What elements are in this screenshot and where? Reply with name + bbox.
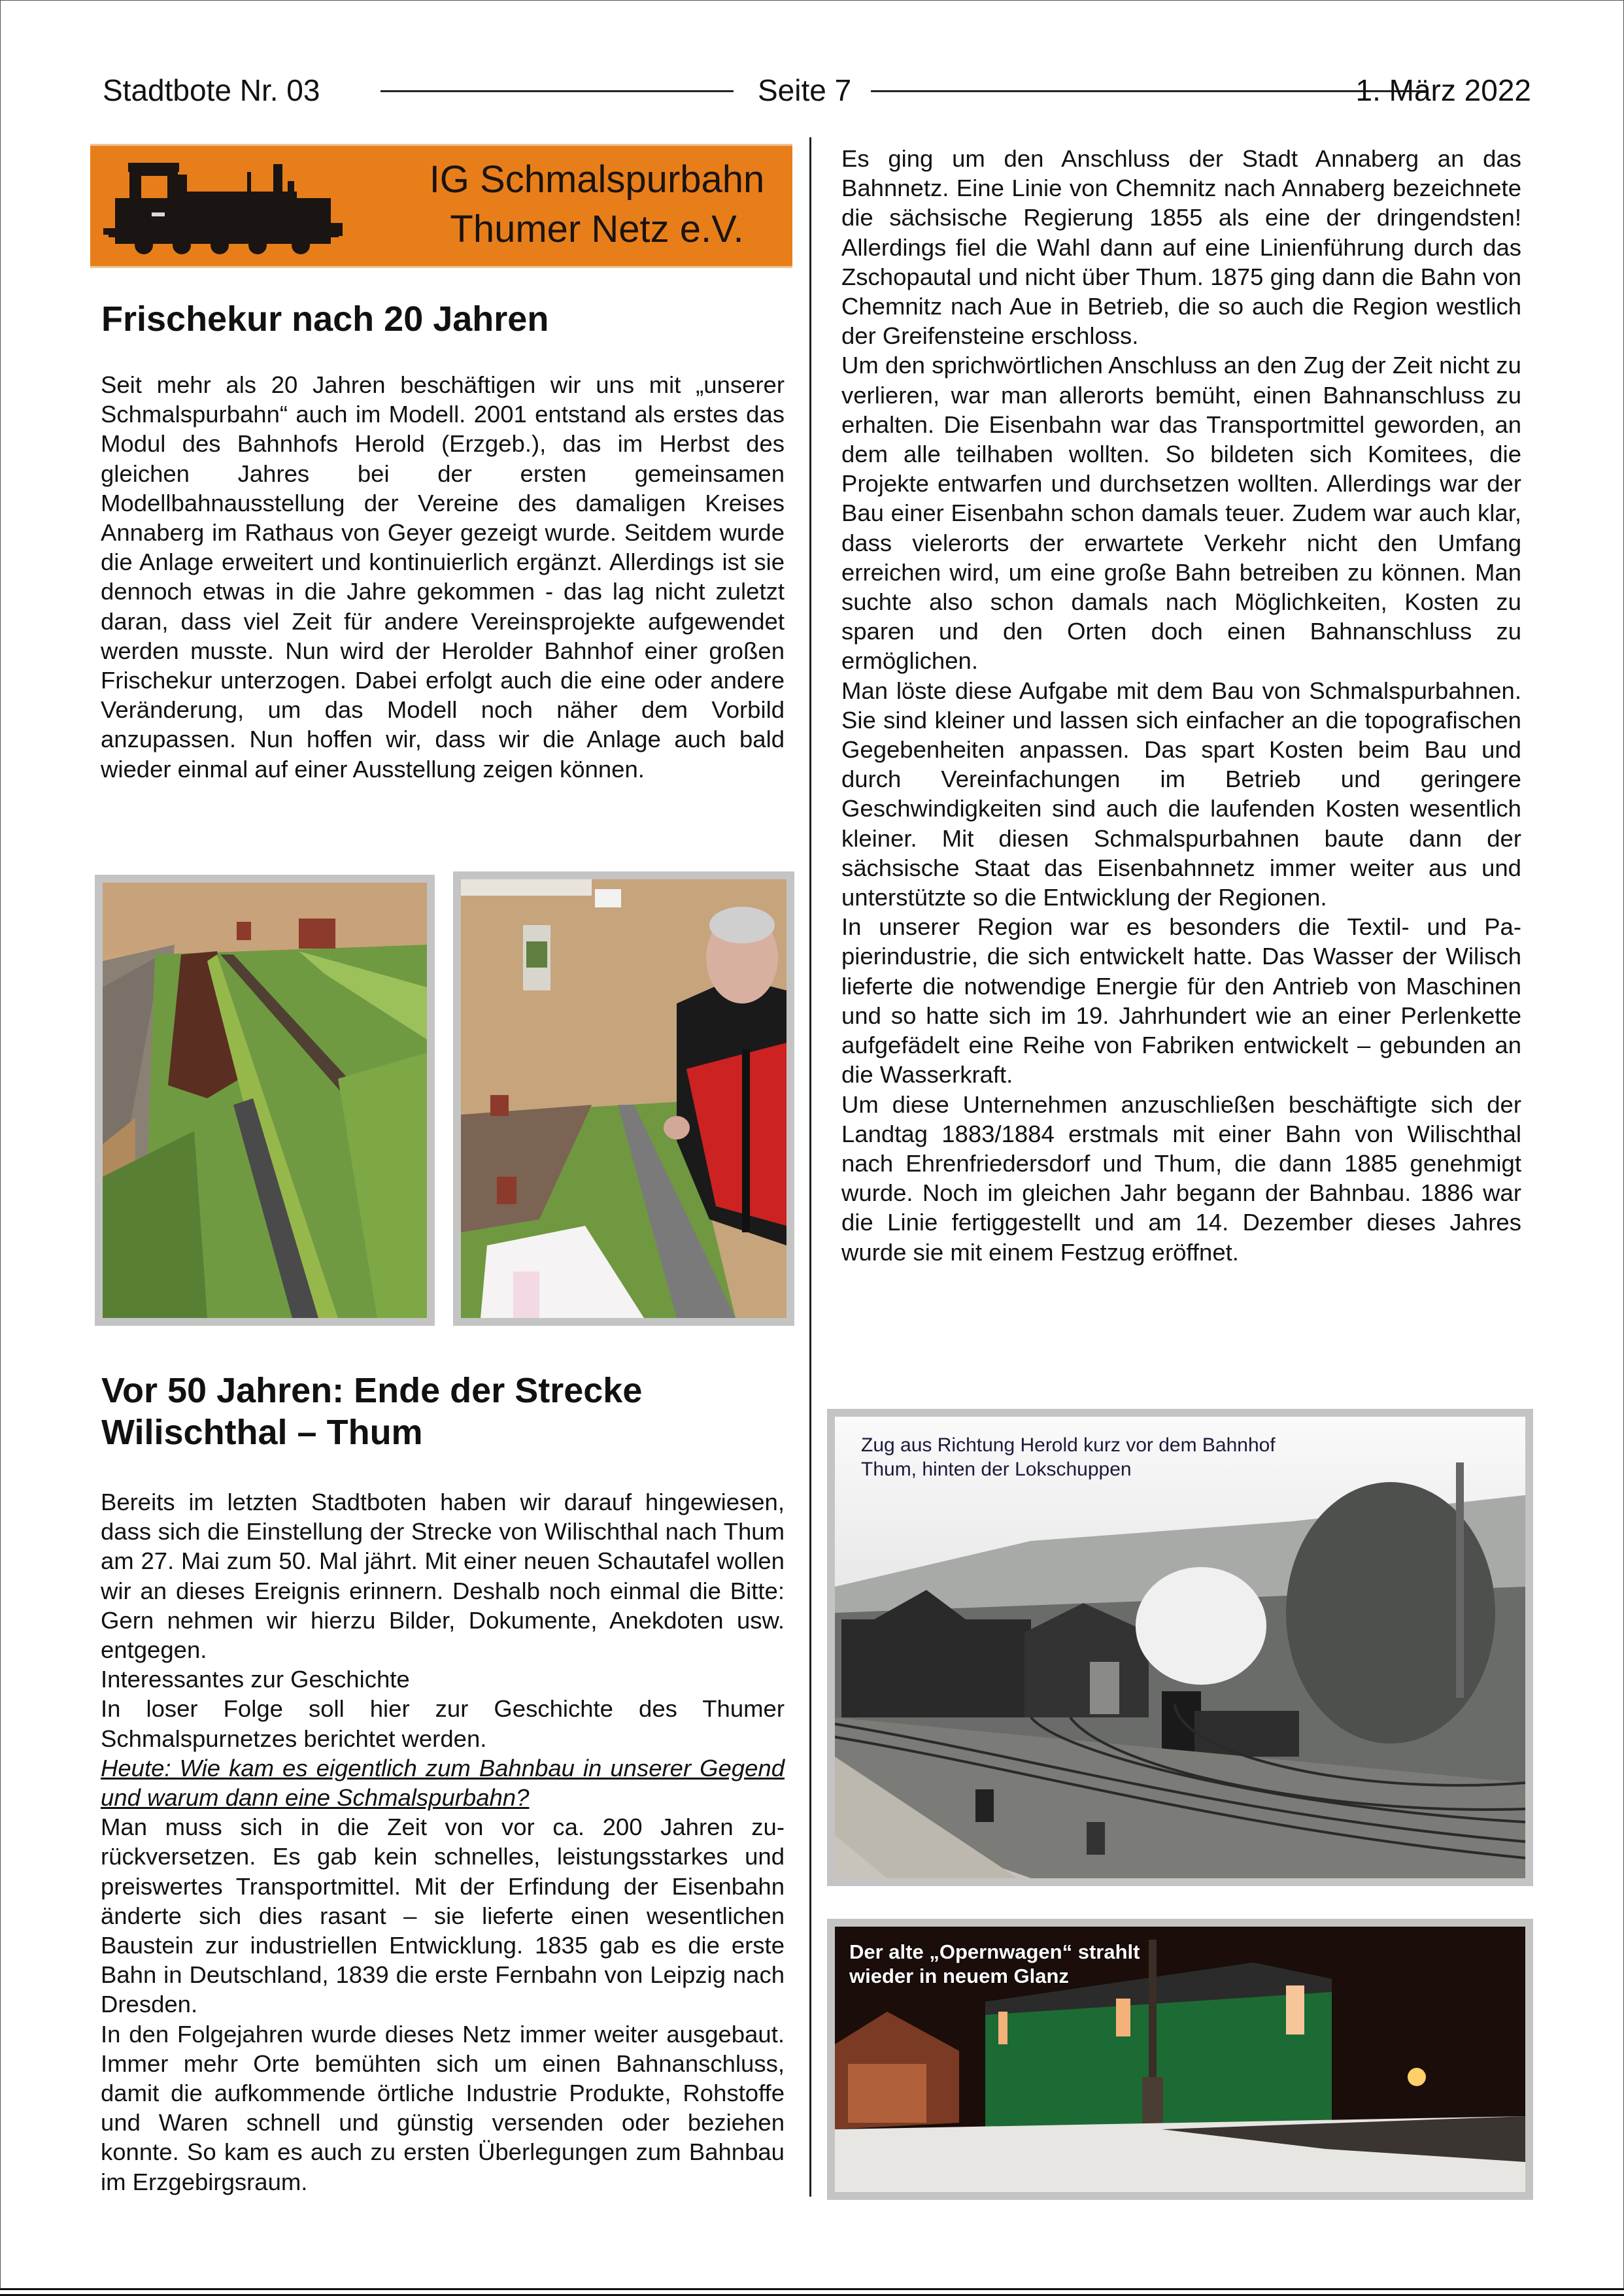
paragraph: Bereits im letzten Stadtboten haben wir darauf hingewiesen, dass sich die Einstellung der Strecke von Wilischthal nach Thum am 27. Mai zum 50. Mal jährt. Mit einer neuen Schautafel wollen wir an dieses Ereignis erinnern. Deshalb noch einmal die Bitte: Gern nehmen wir hierzu Bilder, Dokumente, Anekdoten usw. entgegen. (101, 1489, 785, 1664)
photo-model-layout (95, 875, 435, 1326)
paragraph: Man muss sich in die Zeit von vor ca. 200 Jahren zurückversetzen. Es gab kein schnelles, leistungsstarkes und preiswertes Transportmittel. Mit der Erfindung der Eisenbahn änderte sich dies rasant – sie lieferte einen wesentlichen Baustein zur industriellen Entwicklung. 1835 gab es die erste Bahn in Deutschland, 1839 die erste Fernbahn von Leipzig nach Dresden. (101, 1814, 785, 2018)
paragraph: Seit mehr als 20 Jahren beschäftigen wir uns mit „unserer Schmalspurbahn“ auch im Modell. 2001 entstand als erstes das Modul des Bahnhofs Herold (Erzgeb.), das im Herbst des gleichen Jahres bei der ersten gemeinsamen Modellbahnausstellung der Vereine des damaligen Kreises Annaberg im Rathaus von Geyer gezeigt wurde. Seitdem wurde die Anlage erweitert und kontinuierlich ergänzt. Allerdings ist sie dennoch etwas in die Jahre gekommen - das lag nicht zuletzt daran, dass viel Zeit für andere Vereinsprojekte aufgewendet werden musste. Nun wird der Herolder Bahnhof einer großen Frischekur unterzogen. Dabei erfolgt auch die eine oder andere Veränderung, um das Modell noch näher dem Vorbild anzupassen. Nun hoffen wir, dass wir die Anlage auch bald wieder einmal auf einer Ausstellung zeigen können. (101, 371, 785, 783)
caption-line: Der alte „Opernwagen“ strahlt (849, 1940, 1140, 1963)
issue-number: Stadtbote Nr. 03 (103, 73, 320, 107)
caption-line: Zug aus Richtung Herold kurz vor dem Bahnhof (861, 1434, 1276, 1456)
man-working-image (461, 879, 787, 1318)
article-subheading: Heute: Wie kam es eigentlich zum Bahnbau in unserer Gegend und warum dann eine Schmalspurbahn? (101, 1754, 785, 1812)
photo-caption-historic (861, 1433, 1276, 1481)
historic-station-image (835, 1417, 1525, 1878)
paragraph: Um den sprichwörtlichen Anschluss an den Zug der Zeit nicht zu verlieren, war man allerorts bemüht, einen Bahnanschluss zu erhalten. Die Eisenbahn war das Transportmittel geworden, an dem alle teilhaben wollten. So bildeten sich Komitees, die Projekte entwarfen und durchsetzen wollten. Allerdings war der Bau einer Eisenbahn schon damals teuer. Zudem war auch klar, dass vielerorts der erwartete Verkehr nicht den Umfang erreichen wird, um eine große Bahn betreiben zu können. Man suchte also schon damals nach Möglichkeiten, Kosten zu sparen und den Orten doch einen Bahnanschluss zu ermöglichen. (841, 352, 1521, 675)
club-name-line2: Thumer Netz e.V. (450, 208, 744, 250)
article-body-frischekur (101, 370, 785, 784)
photo-opernwagen (827, 1919, 1533, 2200)
photo-caption-opernwagen (849, 1940, 1140, 1988)
article-title-wilischthal: Vor 50 Jahren: Ende der Strecke Wilischthal – Thum (101, 1371, 643, 1452)
page-bottom-rule (0, 2288, 1624, 2296)
steam-locomotive-icon (103, 155, 391, 260)
header-rule-right (871, 90, 1427, 92)
paragraph: Es ging um den Anschluss der Stadt Annaberg an das Bahnnetz. Eine Linie von Chemnitz nach Annaberg bezeichnete die sächsische Regierung 1855 als eine der dringendsten! Allerdings fiel die Wahl dann auf eine Linienführung durch das Zschopautal und nicht über Thum. 1875 ging dann die Bahn von Chemnitz nach Aue in Betrieb, die so auch die Region westlich der Greifensteine erschloss. (841, 145, 1521, 350)
paragraph: Um diese Unternehmen anzuschließen beschäftigte sich der Landtag 1883/1884 erstmals mit einer Bahn von Wilischthal nach Ehrenfriedersdorf und Thum, die dann 1885 genehmigt wurde. Noch im gleichen Jahr begann der Bahnbau. 1886 war die Linie fertiggestellt und am 14. Dezember dieses Jahres wurde sie mit einem Festzug eröffnet. (841, 1090, 1521, 1266)
page-number: Seite 7 (758, 73, 852, 107)
paragraph: In loser Folge soll hier zur Geschichte des Thumer Schmalspurnetzes berichtet werden. (101, 1695, 785, 1752)
article-title-frischekur: Frischekur nach 20 Jahren (101, 299, 549, 339)
header-rule-left (381, 90, 734, 92)
photo-historic-station-thum (827, 1409, 1533, 1886)
model-layout-image (103, 883, 427, 1318)
section-label: Interessantes zur Geschichte (101, 1666, 410, 1693)
photo-man-working (453, 871, 794, 1326)
club-name-line1: IG Schmalspurbahn (429, 158, 765, 201)
article-body-wilischthal (101, 1487, 785, 2197)
issue-date: 1. März 2022 (1355, 73, 1531, 107)
paragraph: In den Folgejahren wurde dieses Netz immer weiter ausgebaut. Immer mehr Orte bemühten sich um einen Bahnanschluss, damit die aufkommende örtliche Industrie Produkte, Rohstoffe und Waren schnell und günstig versenden oder beziehen konnte. So kam es auch zu ersten Überlegungen zum Bahnbau im Erzgebirgsraum. (101, 2020, 785, 2195)
paragraph: Man löste diese Aufgabe mit dem Bau von Schmalspurbahnen. Sie sind kleiner und lassen sich einfacher an die topografischen Gegebenheiten anpassen. Das spart Kosten beim Bau und durch Vereinfachungen im Betrieb und geringere Geschwindigkeiten sind auch die laufenden Kosten wesentlich kleiner. Mit diesen Schmalspurbahnen baute dann der sächsische Staat das Eisenbahnnetz immer weiter aus und unterstützte so die Entwicklung der Regionen. (841, 677, 1521, 911)
article-body-continued (841, 144, 1521, 1267)
column-divider (809, 137, 811, 2197)
club-name (411, 155, 783, 254)
caption-line: wieder in neuem Glanz (849, 1965, 1069, 1987)
paragraph: In unserer Region war es besonders die Textil- und Papierindustrie, die sich entwickelt hatte. Das Wasser der Wilisch lieferte die notwendige Energie für den Antrieb von Maschinen und so hatte sich im 19. Jahrhundert wie an einer Perlenkette aufgefädelt eine Reihe von Fabriken entwickelt – gebunden an die Wasserkraft. (841, 913, 1521, 1089)
running-head (103, 71, 1531, 110)
caption-line: Thum, hinten der Lokschuppen (861, 1459, 1132, 1480)
club-logo-banner (90, 144, 792, 268)
